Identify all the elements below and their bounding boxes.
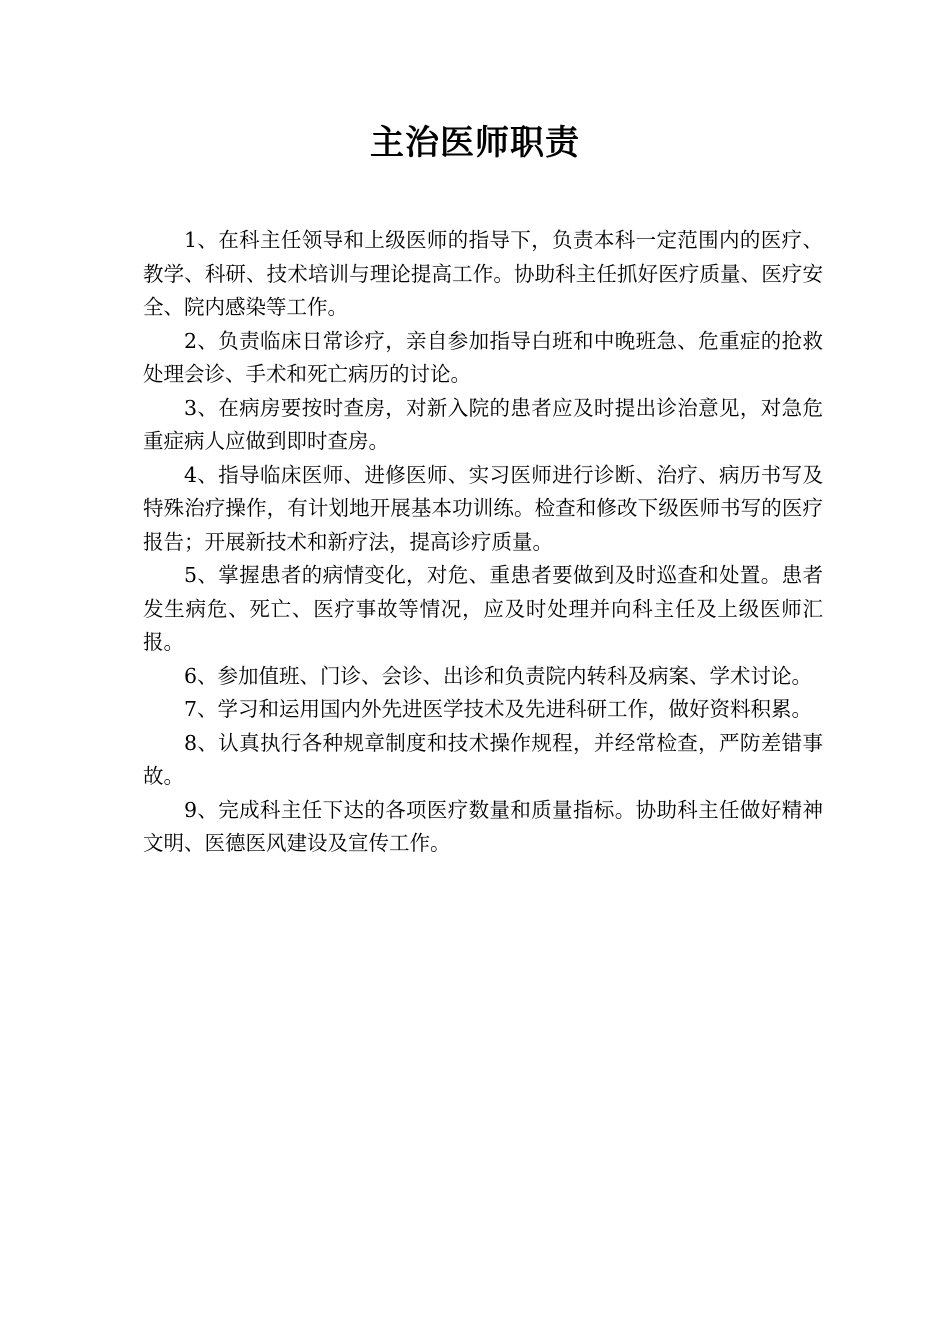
duty-clause-5: 5、掌握患者的病情变化，对危、重患者要做到及时巡查和处置。患者发生病危、死亡、医疗事故等情况，应及时处理并向科主任及上级医师汇报。 [143, 563, 823, 654]
document-title: 主治医师职责 [370, 123, 580, 163]
document-body [143, 224, 823, 861]
duty-clause-8: 8、认真执行各种规章制度和技术操作规程，并经常检查，严防差错事故。 [143, 730, 823, 788]
duty-clause-6: 6、参加值班、门诊、会诊、出诊和负责院内转科及病案、学术讨论。 [184, 663, 813, 688]
duty-clause-3: 3、在病房要按时查房，对新入院的患者应及时提出诊治意见，对急危重症病人应做到即时查房。 [143, 395, 823, 453]
duty-clause-1: 1、在科主任领导和上级医师的指导下，负责本科一定范围内的医疗、教学、科研、技术培训与理论提高工作。协助科主任抓好医疗质量、医疗安全、院内感染等工作。 [143, 228, 823, 319]
duty-clause-9: 9、完成科主任下达的各项医疗数量和质量指标。协助科主任做好精神文明、医德医风建设及宣传工作。 [143, 797, 823, 855]
duty-clause-2: 2、负责临床日常诊疗，亲自参加指导白班和中晚班急、危重症的抢救处理会诊、手术和死亡病历的讨论。 [143, 328, 823, 386]
duty-clause-7: 7、学习和运用国内外先进医学技术及先进科研工作，做好资料积累。 [184, 697, 813, 721]
duty-clause-4: 4、指导临床医师、进修医师、实习医师进行诊断、治疗、病历书写及特殊治疗操作，有计划地开展基本功训练。检查和修改下级医师书写的医疗报告；开展新技术和新疗法，提高诊疗质量。 [143, 462, 823, 554]
